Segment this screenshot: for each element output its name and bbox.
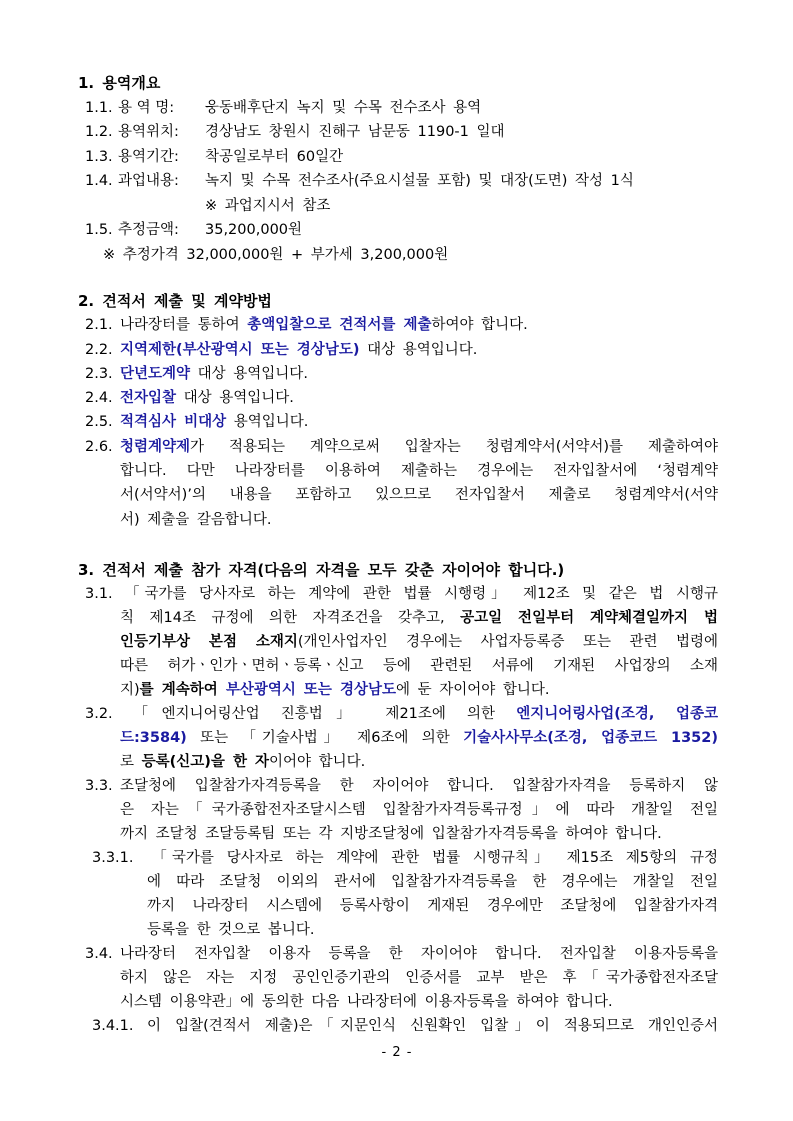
item-value: 녹지 및 수목 전수조사(주요시설물 포함) 및 대장(도면) 작성 1식 — [205, 173, 634, 189]
item-continuation — [120, 483, 718, 507]
item-label: 용역기간: — [118, 148, 179, 165]
item-text: 까지 조달청 조달등록팀 또는 각 지방조달청에 입찰참가자격등록을 하여야 합니다. — [120, 826, 662, 842]
overview-item — [85, 145, 718, 170]
section-heading: 1. 용역개요 — [78, 74, 161, 92]
item-text: 「국가를 당사자로 하는 계약에 관한 법률 시행규칙」 제15조 제5항의 규정 — [147, 850, 718, 866]
item-number: 3.3.1. — [92, 850, 134, 866]
item-continuation — [120, 508, 718, 532]
item-continuation — [147, 918, 718, 942]
emphasis-text: 기술사사무소(조경, 업종코드 1352) — [463, 730, 718, 746]
item-text: 서(서약서)’의 내용을 포함하고 있으므로 전자입찰서 제출로 청렴계약서(서약 — [120, 487, 718, 504]
emphasis-text: 전자입찰 — [120, 390, 177, 407]
emphasis-text: 총액입찰으로 견적서를 제출 — [247, 317, 432, 334]
item-note: ※ 추정가격 32,000,000원 + 부가세 3,200,000원 — [103, 246, 449, 263]
item-number: 3.1. — [85, 586, 113, 602]
item-value: 착공일로부터 60일간 — [205, 148, 344, 165]
item-label: 과업내용: — [118, 173, 179, 189]
emphasis-text: 부산광역시 또는 경상남도 — [225, 682, 396, 698]
item-continuation — [120, 606, 718, 630]
section-bid-method — [0, 289, 793, 532]
list-item — [85, 362, 718, 386]
list-item — [85, 774, 718, 798]
item-number: 3.3. — [85, 778, 113, 794]
item-text: (개인사업자인 경우에는 사업자등록증 또는 관련 법령에 — [297, 634, 718, 650]
list-item — [85, 338, 718, 362]
item-continuation — [120, 459, 718, 483]
item-text: 「국가를 당사자로 하는 계약에 관한 법률 시행령」 제12조 및 같은 법 시행규 — [120, 586, 718, 602]
bold-text: 등록(신고)을 한 자 — [141, 754, 270, 770]
item-continuation — [120, 678, 718, 702]
item-label: 용역위치: — [118, 124, 179, 140]
item-text: 칙 제14조 규정에 의한 자격조건을 갖추고, — [120, 610, 461, 626]
item-continuation — [120, 966, 718, 990]
item-text: 에 둔 자이어야 합니다. — [396, 682, 550, 698]
list-item — [85, 386, 718, 410]
item-text: 또는 「기술사법」 제6조에 의한 — [186, 730, 464, 746]
item-text: 가 적용되는 계약으로써 입찰자는 청렴계약서(서약서)를 제출하여야 — [190, 438, 718, 455]
item-text: 나라장터 전자입찰 이용자 등록을 한 자이어야 합니다. 전자입찰 이용자등록을 — [120, 946, 718, 962]
item-continuation — [120, 990, 718, 1014]
item-number: 2.5. — [85, 414, 113, 431]
item-text: 「엔지니어링산업 진흥법」 제21조에 의한 — [120, 706, 517, 722]
emphasis-text: 적격심사 비대상 — [120, 414, 227, 431]
emphasis-text: 청렴계약제 — [120, 438, 191, 455]
item-note: ※ 과업지시서 참조 — [205, 197, 331, 214]
item-text: 대상 용역입니다. — [359, 341, 478, 358]
item-number: 3.4.1. — [92, 1018, 134, 1034]
overview-item — [85, 218, 718, 243]
item-text: 합니다. 다만 나라장터를 이용하여 제출하는 경우에는 전자입찰서에 ‘청렴계약 — [120, 463, 718, 480]
item-text: 이어야 합니다. — [269, 754, 366, 770]
bold-text: 를 계속하여 — [139, 682, 226, 698]
emphasis-text: 지역제한(부산광역시 또는 경상남도) — [120, 341, 360, 358]
item-text: 하여야 합니다. — [431, 317, 528, 334]
sub-list-item — [92, 846, 718, 870]
item-text: 시스템 이용약관」에 동의한 다음 나라장터에 이용자등록을 하여야 합니다. — [120, 994, 613, 1010]
section-heading: 3. 견적서 제출 참가 자격(다음의 자격을 모두 갖춘 자이어야 합니다.) — [78, 561, 565, 579]
item-continuation — [120, 630, 718, 654]
list-item — [85, 410, 718, 434]
list-item — [85, 942, 718, 966]
list-item — [85, 435, 718, 459]
item-text: 에 따라 조달청 이외의 관서에 입찰참가자격등록을 한 경우에는 개찰일 전일 — [147, 874, 718, 890]
item-number: 2.1. — [85, 317, 113, 334]
overview-item — [85, 169, 718, 194]
item-text: 조달청에 입찰참가자격등록을 한 자이어야 합니다. 입찰참가자격을 등록하지 않 — [120, 778, 718, 794]
emphasis-text: 드:3584) — [120, 730, 187, 746]
item-text: 하지 않은 자는 지정 공인인증기관의 인증서를 교부 받은 후「국가종합전자조달 — [120, 970, 718, 986]
item-number: 1.2. — [85, 124, 113, 140]
item-number: 3.4. — [85, 946, 113, 962]
item-continuation — [120, 654, 718, 678]
item-number: 1.1. — [85, 99, 113, 116]
item-number: 1.5. — [85, 222, 113, 238]
item-text: 이 입찰(견적서 제출)은「지문인식 신원확인 입찰」이 적용되므로 개인인증서 — [147, 1018, 718, 1034]
item-text: 용역입니다. — [226, 414, 309, 431]
list-item — [85, 582, 718, 606]
item-text: 서) 제출을 갈음합니다. — [120, 511, 272, 528]
section-eligibility — [0, 558, 793, 1038]
overview-item — [85, 96, 718, 121]
item-text: 대상 용역입니다. — [176, 390, 294, 407]
item-number: 2.3. — [85, 365, 113, 382]
item-text: 대상 용역입니다. — [190, 365, 308, 382]
item-continuation — [120, 798, 718, 822]
page-number: - 2 - — [381, 1045, 412, 1060]
sub-list-item — [92, 1014, 718, 1038]
item-number: 2.2. — [85, 341, 113, 358]
item-value: 웅동배후단지 녹지 및 수목 전수조사 용역 — [205, 99, 482, 116]
item-number: 2.6. — [85, 438, 113, 455]
item-continuation — [120, 822, 718, 846]
list-item — [85, 313, 718, 337]
item-number: 1.4. — [85, 173, 113, 189]
section-heading: 2. 견적서 제출 및 계약방법 — [78, 292, 272, 310]
item-text: 까지 나라장터 시스템에 등록사항이 게재된 경우에만 조달청에 입찰참가자격 — [147, 898, 718, 914]
item-continuation — [147, 870, 718, 894]
item-value: 경상남도 창원시 진해구 남문동 1190-1 일대 — [205, 124, 505, 140]
bold-text: 공고일 전일부터 계약체결일까지 법 — [460, 610, 718, 626]
item-text: 따른 허가ㆍ인가ㆍ면허ㆍ등록ㆍ신고 등에 관련된 서류에 기재된 사업장의 소재 — [120, 658, 718, 674]
item-label: 추정금액: — [118, 222, 179, 238]
emphasis-text: 단년도계약 — [120, 365, 191, 382]
item-number: 3.2. — [85, 706, 113, 722]
item-label: 용 역 명: — [118, 99, 175, 116]
item-text: 로 — [120, 754, 142, 770]
item-text: 지) — [120, 682, 140, 698]
item-continuation — [147, 894, 718, 918]
item-text: 은 자는「국가종합전자조달시스템 입찰참가자격등록규정」에 따라 개찰일 전일 — [120, 802, 718, 818]
item-number: 1.3. — [85, 148, 113, 165]
list-item — [85, 702, 718, 726]
item-text: 나라장터를 통하여 — [120, 317, 248, 334]
item-continuation — [120, 726, 718, 750]
section-overview — [0, 71, 793, 267]
emphasis-text: 엔지니어링사업(조경, 업종코 — [516, 706, 718, 722]
overview-item — [85, 120, 718, 145]
item-number: 2.4. — [85, 390, 113, 407]
item-continuation — [120, 750, 718, 774]
item-value: 35,200,000원 — [205, 222, 303, 238]
bold-text: 인등기부상 본점 소재지 — [120, 634, 298, 650]
item-text: 등록을 한 것으로 봅니다. — [147, 922, 315, 938]
